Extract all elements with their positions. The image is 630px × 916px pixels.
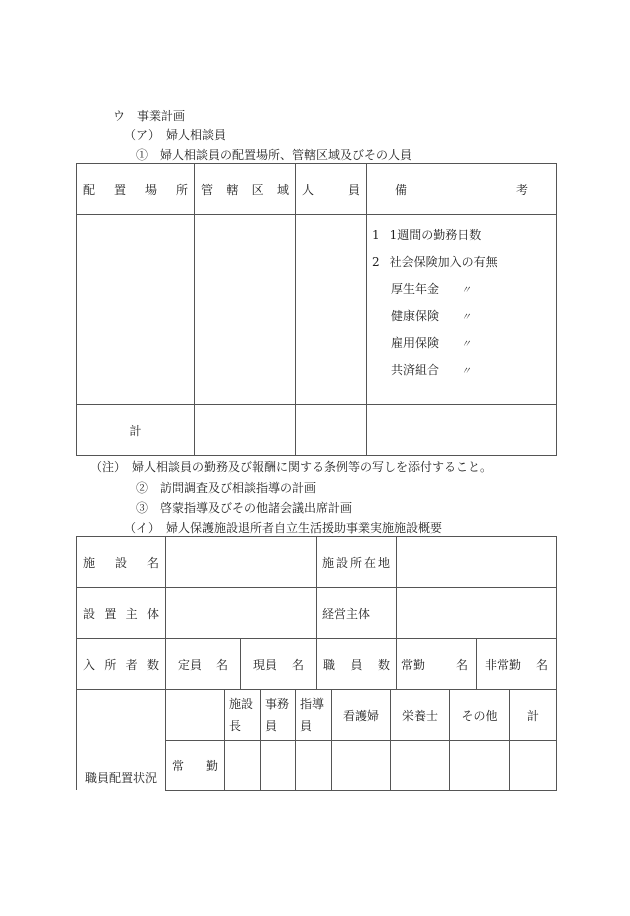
staff-header-director <box>225 690 260 740</box>
remarks-text: 健康保険 <box>391 309 440 323</box>
staff-header-nutritionist <box>391 690 449 740</box>
label-facility-name <box>77 537 165 587</box>
table-border <box>556 536 557 791</box>
fulltime-other-input[interactable] <box>450 741 509 790</box>
label-facility-location <box>317 537 396 587</box>
header-placement <box>77 164 194 214</box>
label-char: 名 <box>146 555 159 570</box>
ditto-mark: 〃 <box>461 366 472 377</box>
total-staff-cell[interactable] <box>296 405 366 455</box>
header-char: 人 <box>302 182 315 197</box>
header-char: 置 <box>113 182 126 197</box>
remarks-line-pension <box>391 282 471 298</box>
staff-header-total <box>510 690 556 740</box>
remarks-text: 厚生年金 <box>391 282 440 296</box>
label-char: 数 <box>146 657 159 672</box>
remarks-line-health <box>391 309 471 325</box>
remarks-text: 雇用保険 <box>391 336 440 350</box>
label-text: 経営主体 <box>322 606 371 621</box>
label-char: 設 <box>114 555 127 570</box>
total-text: 計 <box>129 423 142 438</box>
staff-header-instructor <box>296 690 331 740</box>
label-char: 主 <box>125 606 138 621</box>
header-line: 員 <box>300 719 313 733</box>
subsection-heading-women-counselors: （ア） 婦人相談員 <box>124 128 227 142</box>
header-remarks <box>367 164 556 214</box>
header-staff <box>296 164 366 214</box>
total-label <box>77 405 194 455</box>
header-char: 轄 <box>226 182 239 197</box>
fulltime-nurse-input[interactable] <box>332 741 390 790</box>
label-text: 職員配置状況 <box>84 771 157 785</box>
current-label: 現員 <box>253 657 278 672</box>
operator-input[interactable] <box>397 588 556 638</box>
label-char: 職 <box>323 657 336 672</box>
remarks-number: 2 <box>372 255 380 269</box>
header-line: 指導 <box>300 697 325 711</box>
header-char: 区 <box>251 182 264 197</box>
unit-label: 名 <box>291 657 304 672</box>
unit-label: 名 <box>535 657 548 672</box>
remarks-text: 1週間の勤務日数 <box>389 228 482 242</box>
header-text: 看護婦 <box>342 708 379 723</box>
header-char: 所 <box>175 182 188 197</box>
header-line: 長 <box>229 719 242 733</box>
label-residents <box>77 639 165 689</box>
parttime-label: 非常勤 <box>485 657 522 672</box>
header-char: 管 <box>201 182 214 197</box>
label-char: 勤 <box>205 759 218 773</box>
remarks-line-2 <box>372 255 498 269</box>
fulltime-director-input[interactable] <box>225 741 260 790</box>
header-char: 域 <box>276 182 289 197</box>
header-text: 栄養士 <box>401 708 438 723</box>
section-heading: ウ 事業計画 <box>113 109 186 123</box>
label-founder <box>77 588 165 638</box>
item-heading-visits: ② 訪問調査及び相談指導の計画 <box>136 481 317 495</box>
header-char: 考 <box>515 182 528 197</box>
ditto-mark: 〃 <box>461 285 472 296</box>
label-char: 施 <box>83 555 96 570</box>
label-char: 設 <box>83 606 96 621</box>
staff-header-blank <box>166 690 224 740</box>
label-operator <box>317 588 396 638</box>
header-char: 員 <box>347 182 360 197</box>
header-text: 計 <box>526 708 539 723</box>
ditto-mark: 〃 <box>461 312 472 323</box>
label-char: 者 <box>125 657 138 672</box>
fulltime-total-input[interactable] <box>510 741 556 790</box>
header-line: 事務 <box>265 697 290 711</box>
placement-input-cell[interactable] <box>77 215 194 404</box>
item-heading-placement: ① 婦人相談員の配置場所、管轄区域及びその人員 <box>136 148 413 162</box>
header-text: その他 <box>461 708 498 723</box>
remarks-line-1 <box>372 228 481 242</box>
table-border <box>76 455 557 456</box>
header-line: 員 <box>265 719 278 733</box>
facility-location-input[interactable] <box>397 537 556 587</box>
header-line: 施設 <box>229 697 254 711</box>
unit-label: 名 <box>215 657 228 672</box>
fulltime-instructor-input[interactable] <box>296 741 331 790</box>
remarks-line-mutual-aid <box>391 363 471 379</box>
unit-label: 名 <box>455 657 468 672</box>
jurisdiction-input-cell[interactable] <box>195 215 295 404</box>
label-char: 置 <box>104 606 117 621</box>
ditto-mark: 〃 <box>461 339 472 350</box>
facility-name-input[interactable] <box>166 537 316 587</box>
remarks-number: 1 <box>372 228 380 242</box>
current-cell[interactable] <box>241 639 316 689</box>
fulltime-clerk-input[interactable] <box>261 741 295 790</box>
header-jurisdiction <box>195 164 295 214</box>
label-char: 入 <box>83 657 96 672</box>
parttime-cell[interactable] <box>477 639 556 689</box>
label-char: 員 <box>350 657 363 672</box>
staff-input-cell[interactable] <box>296 215 366 404</box>
founder-input[interactable] <box>166 588 316 638</box>
total-remarks-cell[interactable] <box>367 405 556 455</box>
label-char: 体 <box>146 606 159 621</box>
label-char: 常 <box>172 759 185 773</box>
total-jurisdiction-cell[interactable] <box>195 405 295 455</box>
fulltime-nutritionist-input[interactable] <box>391 741 449 790</box>
row-label-fulltime <box>166 741 224 790</box>
staff-header-nurse <box>332 690 390 740</box>
table-border <box>556 163 557 455</box>
remarks-text: 共済組合 <box>391 363 440 377</box>
staff-header-clerk <box>261 690 295 740</box>
capacity-label: 定員 <box>178 657 203 672</box>
capacity-cell[interactable] <box>166 639 240 689</box>
remarks-text: 社会保険加入の有無 <box>389 255 498 269</box>
subsection-heading-facility: （イ） 婦人保護施設退所者自立生活援助事業実施施設概要 <box>124 521 443 535</box>
label-staff-count <box>317 639 396 689</box>
fulltime-cell[interactable] <box>397 639 476 689</box>
staff-header-other <box>450 690 509 740</box>
label-char: 所 <box>104 657 117 672</box>
note-text: （注） 婦人相談員の勤務及び報酬に関する条例等の写しを添付すること。 <box>90 460 493 474</box>
header-char: 配 <box>83 182 96 197</box>
item-heading-education: ③ 啓蒙指導及びその他諸会議出席計画 <box>136 501 353 515</box>
label-text: 施設所在地 <box>322 555 393 570</box>
header-char: 場 <box>144 182 157 197</box>
fulltime-label: 常勤 <box>401 657 426 672</box>
header-char: 備 <box>395 182 408 197</box>
remarks-line-employment <box>391 336 471 352</box>
label-char: 数 <box>377 657 390 672</box>
label-staffing-status <box>77 690 165 790</box>
